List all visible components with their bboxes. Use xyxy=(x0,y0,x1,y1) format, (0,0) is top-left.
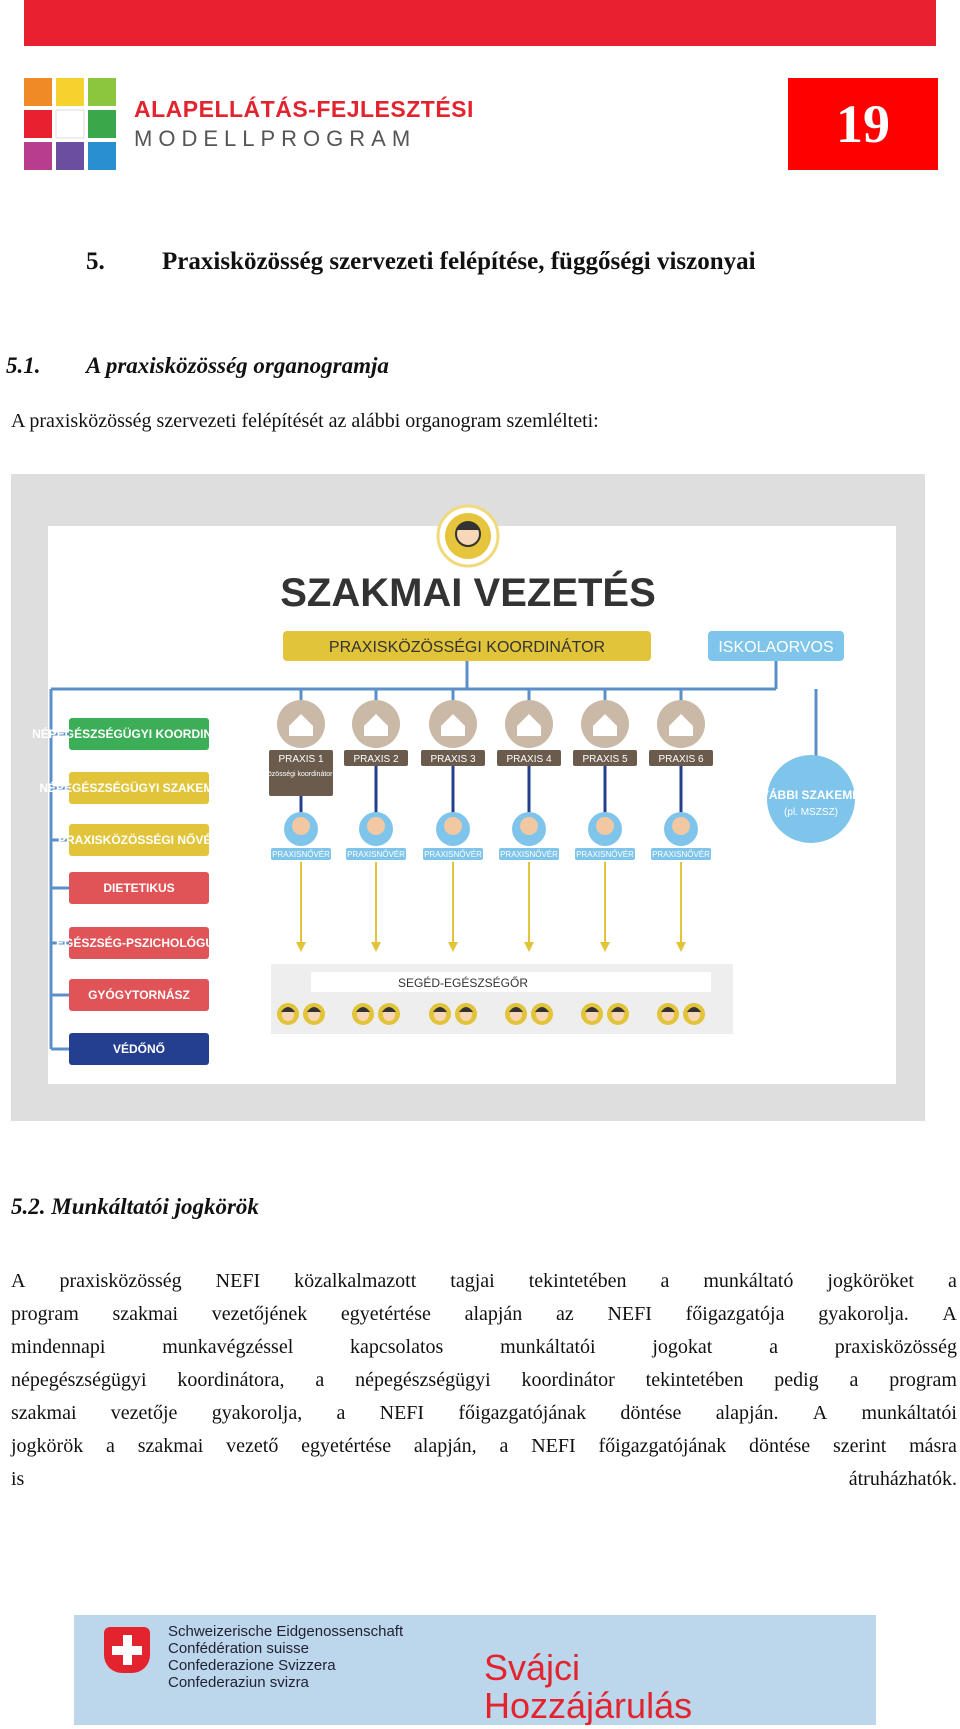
swiss-contribution-banner xyxy=(74,1615,876,1725)
assistant-label: SEGÉD-EGÉSZSÉGŐR xyxy=(397,976,529,990)
assistant-face-icon xyxy=(303,1003,325,1025)
assistant-face-icon xyxy=(352,1003,374,1025)
role-label: GYÓGYTORNÁSZ xyxy=(88,988,190,1002)
paragraph-line: népegészségügyi koordinátora, a népegészségügyi koordinátor tekintetében pedig a program xyxy=(11,1369,957,1391)
further-specialist: TOVÁBBI SZAKEMBER xyxy=(744,788,878,802)
section-5-2-heading xyxy=(11,1194,259,1220)
page-number-box xyxy=(788,78,938,170)
assistant-face-icon xyxy=(378,1003,400,1025)
practice-label: PRAXIS 1 xyxy=(278,754,324,765)
contribution-line: Svájci xyxy=(484,1647,581,1688)
section-title: Munkáltatói jogkörök xyxy=(51,1194,259,1219)
nurse-label: PRAXISNŐVÉR xyxy=(424,850,482,859)
assistant-face-icon xyxy=(455,1003,477,1025)
assistant-face-icon xyxy=(531,1003,553,1025)
intro-paragraph: A praxisközösség szervezeti felépítését az alábbi organogram szemlélteti: xyxy=(11,410,599,432)
org-title: SZAKMAI VEZETÉS xyxy=(280,571,656,615)
role-label: PRAXISKÖZÖSSÉGI NŐVÉR xyxy=(57,833,221,847)
role-label: EGÉSZSÉG-PSZICHOLÓGUS xyxy=(55,936,223,950)
org-school-doctor: ISKOLAORVOS xyxy=(718,639,834,656)
practice-label: PRAXIS 5 xyxy=(582,754,628,765)
contribution-text xyxy=(484,1649,692,1725)
practice-label: PRAXIS 4 xyxy=(506,754,552,765)
contribution-line: Hozzájárulás xyxy=(484,1685,693,1725)
section-5-heading xyxy=(86,248,756,276)
confederation-text xyxy=(168,1623,403,1691)
confed-line: Confédération suisse xyxy=(168,1640,309,1657)
practice-label: PRAXIS 3 xyxy=(430,754,476,765)
nurse-label: PRAXISNŐVÉR xyxy=(576,850,634,859)
role-label: NÉPEGÉSZSÉGÜGYI KOORDINÁTOR xyxy=(32,727,246,741)
org-coordinator: PRAXISKÖZÖSSÉGI KOORDINÁTOR xyxy=(328,639,606,656)
role-label: VÉDŐNŐ xyxy=(112,1042,166,1056)
section-title: A praxisközösség organogramja xyxy=(86,353,389,378)
paragraph-line: mindennapi munkavégzéssel kapcsolatos munkáltatói jogokat a praxisközösség xyxy=(11,1336,957,1358)
paragraph-line: A praxisközösség NEFI közalkalmazott tagjai tekintetében a munkáltató jogköröket a xyxy=(11,1270,957,1292)
employer-rights-paragraph xyxy=(11,1265,957,1496)
logo-title: ALAPELLÁTÁS-FEJLESZTÉSI xyxy=(134,96,474,122)
section-number: 5.1. xyxy=(6,353,41,378)
section-title: Praxisközösség szervezeti felépítése, függőségi viszonyai xyxy=(162,248,756,275)
paragraph-line: jogkörök a szakmai vezető egyetértése alapján, a NEFI főigazgatójának döntése szerint másra xyxy=(11,1435,957,1457)
program-logo xyxy=(24,78,116,170)
assistant-face-icon xyxy=(429,1003,451,1025)
section-number: 5. xyxy=(86,248,105,275)
section-5-1-heading xyxy=(6,353,389,379)
role-label: NÉPEGÉSZSÉGÜGYI SZAKEMBER xyxy=(39,781,239,795)
nurse-label: PRAXISNŐVÉR xyxy=(347,850,405,859)
paragraph-line: szakmai vezetője gyakorolja, a NEFI főigazgatójának döntése alapján. A munkáltatói xyxy=(11,1402,957,1424)
page-number: 19 xyxy=(836,94,890,154)
assistant-face-icon xyxy=(607,1003,629,1025)
practice-label: PRAXIS 2 xyxy=(353,754,399,765)
organogram-figure xyxy=(11,474,925,1121)
confed-line: Confederazione Svizzera xyxy=(168,1657,336,1674)
nurse-label: PRAXISNŐVÉR xyxy=(500,850,558,859)
nurse-label: PRAXISNŐVÉR xyxy=(272,850,330,859)
nurse-label: PRAXISNŐVÉR xyxy=(652,850,710,859)
paragraph-line: is átruházhatók. xyxy=(11,1468,957,1490)
role-label: DIETETIKUS xyxy=(103,881,175,895)
paragraph-line: program szakmai vezetőjének egyetértése alapján az NEFI főigazgatója gyakorolja. A xyxy=(11,1303,957,1325)
assistant-face-icon xyxy=(505,1003,527,1025)
swiss-cross-icon xyxy=(104,1627,150,1673)
top-red-bar xyxy=(24,0,936,46)
assistant-face-icon xyxy=(683,1003,705,1025)
further-note: (pl. MSZSZ) xyxy=(784,807,838,818)
assistant-face-icon xyxy=(581,1003,603,1025)
logo-subtitle: MODELLPROGRAM xyxy=(134,126,417,151)
assistant-face-icon xyxy=(657,1003,679,1025)
practice-label: PRAXIS 6 xyxy=(658,754,704,765)
confed-line: Confederaziun svizra xyxy=(168,1674,309,1691)
assistant-face-icon xyxy=(277,1003,299,1025)
practice-note: Praxisközösségi koordinátor praxisa xyxy=(244,771,358,778)
confed-line: Schweizerische Eidgenossenschaft xyxy=(168,1623,404,1640)
section-number: 5.2. xyxy=(11,1194,46,1219)
